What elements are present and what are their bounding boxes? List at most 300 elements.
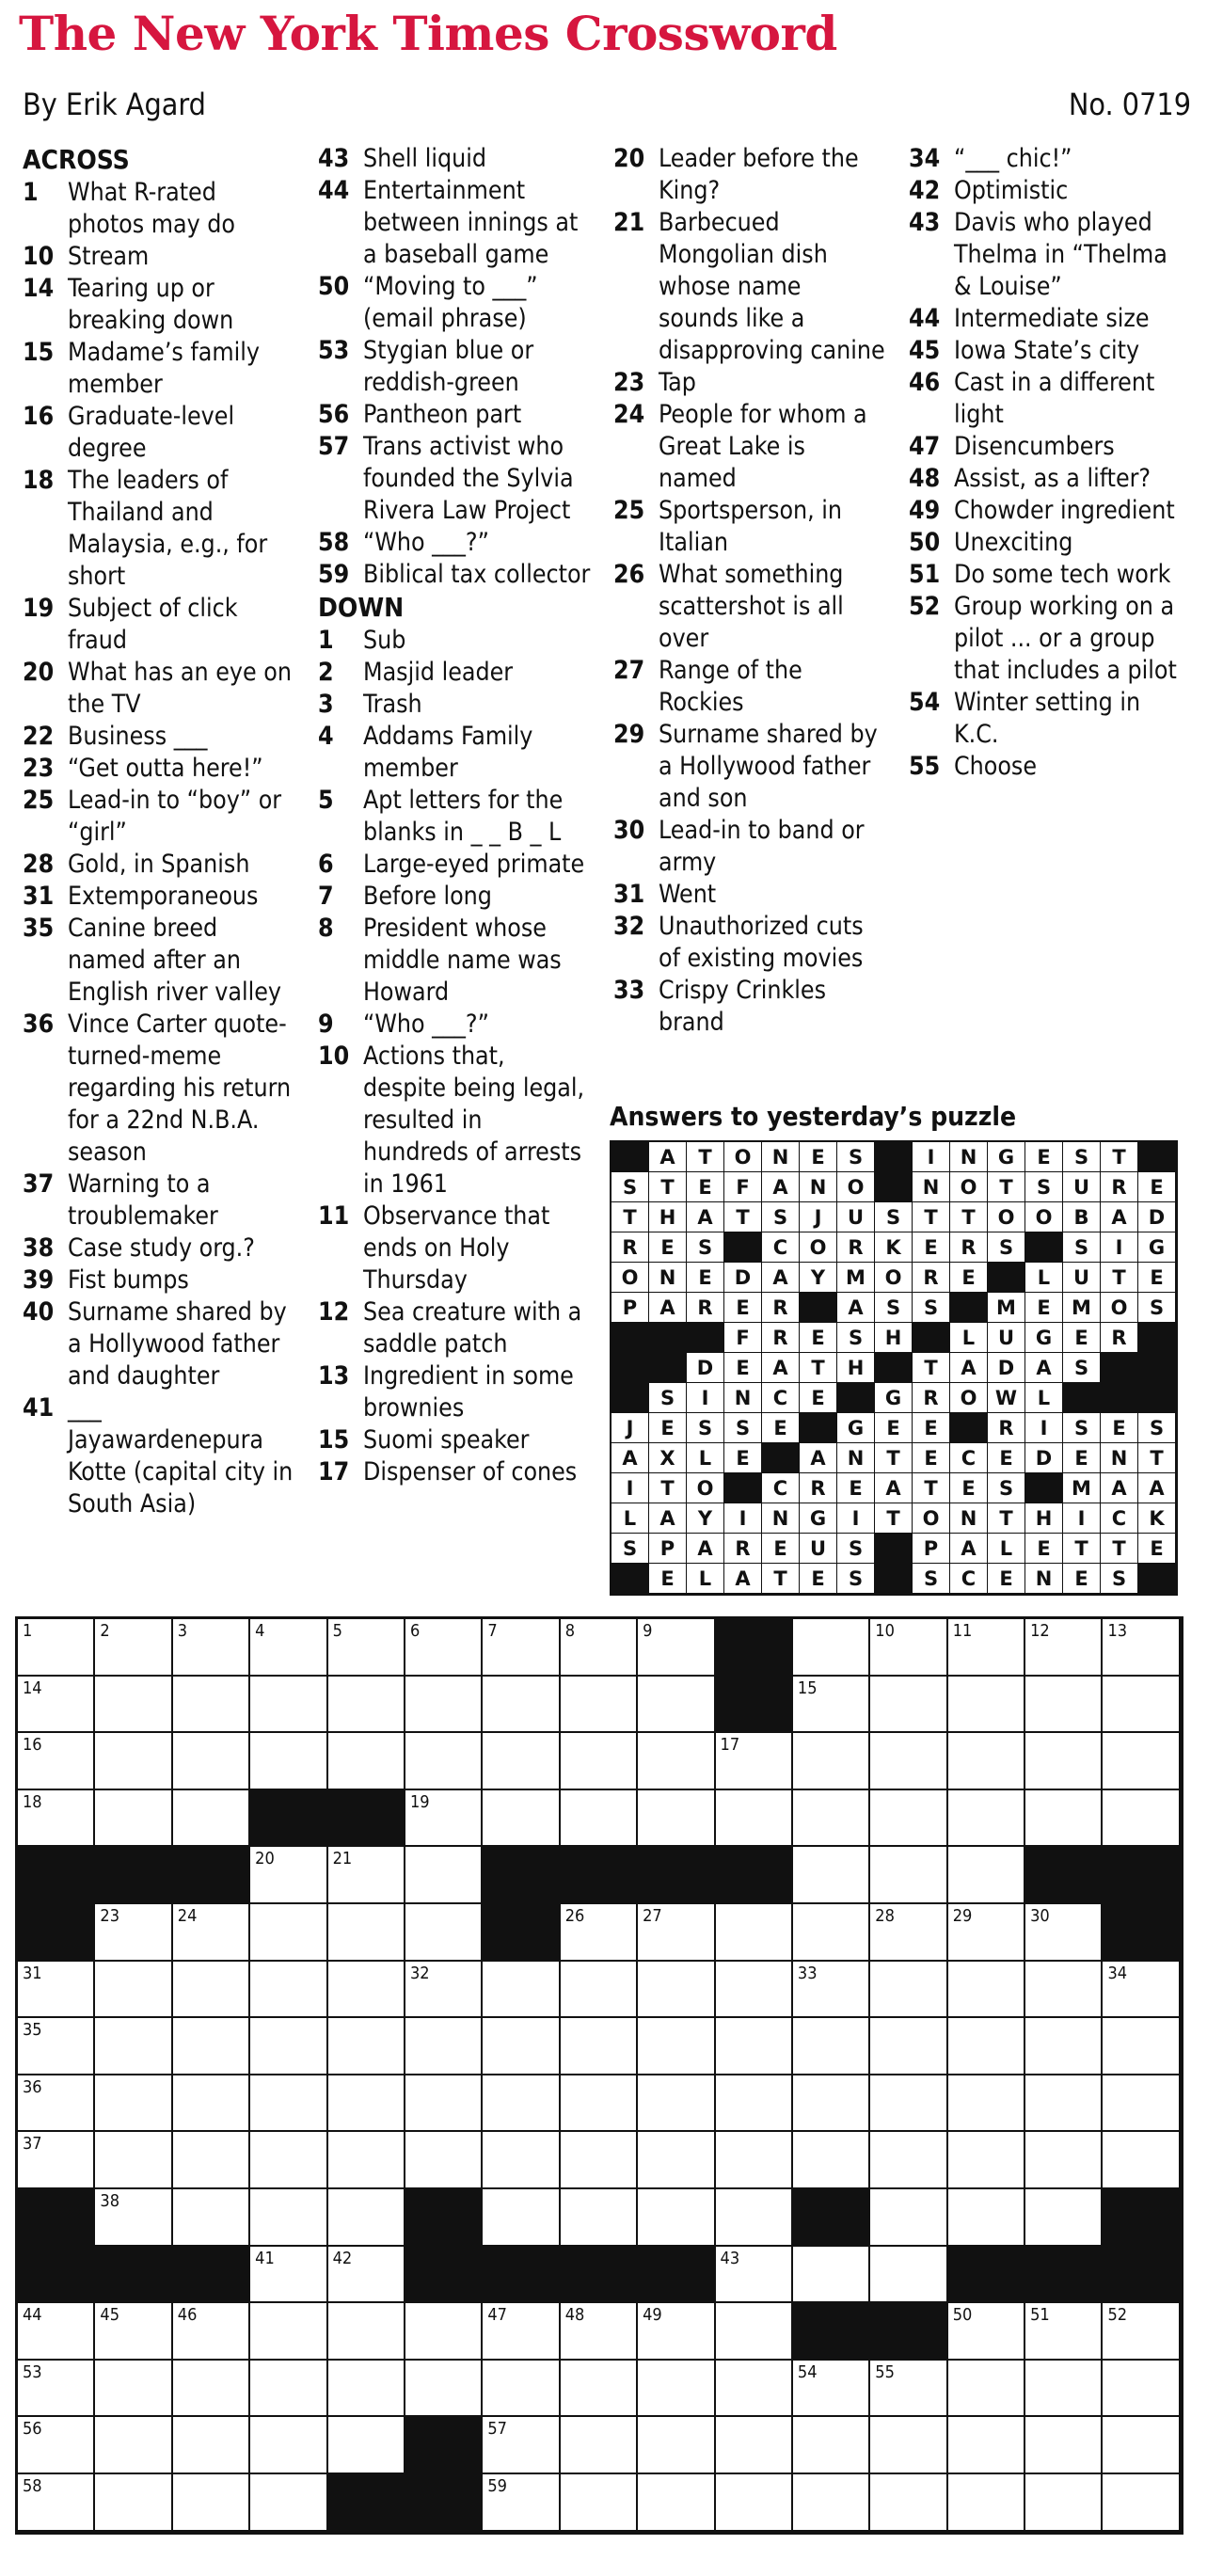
grid-cell[interactable] [328,1733,405,1790]
grid-cell[interactable] [328,2075,405,2133]
grid-cell[interactable] [173,2018,250,2075]
grid-cell[interactable] [793,1733,870,1790]
grid-cell[interactable] [328,2417,405,2474]
grid-cell[interactable] [483,2018,560,2075]
down-clue[interactable] [909,303,1191,335]
grid-cell[interactable] [18,2075,95,2133]
grid-cell[interactable] [716,1962,793,2019]
down-clue[interactable] [318,1201,591,1296]
grid-cell[interactable] [95,2132,172,2189]
down-clue[interactable] [318,1009,591,1041]
grid-cell[interactable] [638,2132,715,2189]
grid-cell[interactable] [173,1677,250,1734]
across-clue[interactable] [23,465,295,593]
down-clue[interactable] [318,881,591,913]
grid-cell[interactable] [405,2075,483,2133]
down-clue[interactable] [613,399,886,495]
grid-cell[interactable] [638,1619,715,1677]
down-clue[interactable] [318,657,591,689]
grid-cell[interactable] [1025,2303,1103,2361]
across-clue[interactable] [23,1264,295,1296]
grid-cell[interactable] [250,2075,327,2133]
grid-cell[interactable] [328,1904,405,1962]
grid-cell[interactable] [18,2361,95,2418]
black-square [1025,1847,1103,1904]
across-clue[interactable] [23,273,295,337]
down-clue[interactable] [318,785,591,849]
grid-cell[interactable] [405,1733,483,1790]
grid-cell[interactable] [328,2018,405,2075]
across-clue[interactable] [23,1392,295,1520]
across-clue[interactable] [23,1296,295,1392]
grid-cell[interactable] [250,1847,327,1904]
grid-cell[interactable] [948,2132,1025,2189]
across-clue[interactable] [23,593,295,657]
down-clue[interactable] [909,591,1191,687]
grid-cell[interactable] [95,2361,172,2418]
grid-cell[interactable] [561,1733,638,1790]
grid-cell[interactable] [793,1904,870,1962]
grid-cell[interactable] [483,2361,560,2418]
grid-cell[interactable] [948,2075,1025,2133]
down-clue[interactable] [613,719,886,815]
grid-cell[interactable] [561,2018,638,2075]
grid-cell[interactable] [1025,1904,1103,1962]
down-clue[interactable] [613,815,886,879]
grid-cell[interactable] [95,1619,172,1677]
grid-cell[interactable] [1025,1962,1103,2019]
across-clue[interactable] [23,721,295,753]
across-clue[interactable] [23,849,295,881]
grid-cell[interactable] [561,2189,638,2247]
grid-cell[interactable] [638,2075,715,2133]
grid-cell[interactable] [173,2132,250,2189]
grid-cell[interactable] [561,1962,638,2019]
grid-cell[interactable] [328,1619,405,1677]
grid-cell[interactable] [561,2303,638,2361]
down-clue[interactable] [318,689,591,721]
grid-cell[interactable] [1103,2018,1180,2075]
grid-cell[interactable] [95,2303,172,2361]
grid-cell[interactable] [870,2474,947,2532]
down-clue[interactable] [318,849,591,881]
clue-text: What something scattershot is all over [659,560,844,653]
grid-cell[interactable] [1025,2189,1103,2247]
grid-cell[interactable] [1025,1733,1103,1790]
across-clue[interactable] [318,271,591,335]
black-square [638,1847,715,1904]
grid-cell[interactable] [870,1733,947,1790]
down-clue[interactable] [909,175,1191,207]
grid-cell[interactable] [250,1619,327,1677]
down-clue[interactable] [909,431,1191,463]
clue-number: 22 [23,722,55,751]
grid-cell[interactable] [870,1847,947,1904]
grid-cell[interactable] [1103,2361,1180,2418]
across-clue[interactable] [23,785,295,849]
grid-cell[interactable] [793,2132,870,2189]
grid-cell[interactable] [250,2132,327,2189]
grid-cell[interactable] [638,1962,715,2019]
answer-cell: A [800,1443,837,1473]
grid-cell[interactable] [173,2474,250,2532]
down-clue[interactable] [318,1296,591,1360]
grid-cell[interactable] [405,2361,483,2418]
down-clue[interactable] [318,1424,591,1456]
grid-cell[interactable] [1103,2075,1180,2133]
grid-cell[interactable] [95,2189,172,2247]
grid-cell[interactable] [870,2361,947,2418]
grid-cell[interactable] [328,2303,405,2361]
grid-cell[interactable] [18,1677,95,1734]
grid-cell[interactable] [638,2361,715,2418]
grid-cell[interactable] [405,1904,483,1962]
grid-cell[interactable] [716,2018,793,2075]
black-square [948,2247,1025,2304]
grid-cell[interactable] [1025,2132,1103,2189]
grid-cell[interactable] [328,1962,405,2019]
answer-cell: E [649,1413,687,1443]
across-clue[interactable] [318,143,591,175]
across-clue[interactable] [23,753,295,785]
grid-cell[interactable] [250,1962,327,2019]
grid-cell[interactable] [870,2132,947,2189]
grid-cell[interactable] [948,1733,1025,1790]
grid-cell[interactable] [638,1904,715,1962]
across-clue[interactable] [23,1232,295,1264]
grid-cell[interactable] [405,1677,483,1734]
grid-cell[interactable] [716,2417,793,2474]
grid-cell[interactable] [638,2303,715,2361]
grid-cell[interactable] [1103,2474,1180,2532]
grid-cell[interactable] [483,2303,560,2361]
grid-cell[interactable] [870,1962,947,2019]
black-square [1103,1847,1180,1904]
grid-cell[interactable] [483,1619,560,1677]
grid-cell[interactable] [870,2018,947,2075]
grid-cell[interactable] [870,2247,947,2304]
grid-cell[interactable] [870,2075,947,2133]
grid-cell[interactable] [18,2303,95,2361]
grid-cell[interactable] [18,1733,95,1790]
grid-cell[interactable] [173,1619,250,1677]
grid-cell[interactable] [328,2361,405,2418]
grid-cell[interactable] [95,1904,172,1962]
grid-cell[interactable] [250,1733,327,1790]
grid-cell[interactable] [948,2417,1025,2474]
grid-cell[interactable] [173,2417,250,2474]
grid-cell[interactable] [948,2303,1025,2361]
grid-cell[interactable] [561,2361,638,2418]
grid-cell[interactable] [1103,1962,1180,2019]
grid-cell[interactable] [561,2132,638,2189]
down-clue[interactable] [613,911,886,975]
grid-cell[interactable] [18,1790,95,1848]
black-square [1103,1904,1180,1962]
grid-cell[interactable] [95,1962,172,2019]
grid-cell[interactable] [173,1904,250,1962]
grid-cell[interactable] [870,2417,947,2474]
grid-cell[interactable] [1103,1677,1180,1734]
grid-cell[interactable] [716,1733,793,1790]
grid-cell[interactable] [793,1619,870,1677]
grid-cell[interactable] [1103,2132,1180,2189]
grid-cell[interactable] [18,2018,95,2075]
grid-cell[interactable] [1103,1733,1180,1790]
grid-cell[interactable] [793,1962,870,2019]
grid-cell[interactable] [948,2018,1025,2075]
grid-cell[interactable] [793,2361,870,2418]
grid-cell[interactable] [716,1790,793,1848]
grid-cell[interactable] [793,1790,870,1848]
down-clue[interactable] [909,463,1191,495]
grid-cell[interactable] [561,1904,638,1962]
grid-cell[interactable] [405,1962,483,2019]
grid-cell[interactable] [1025,1677,1103,1734]
down-clue[interactable] [613,495,886,559]
grid-cell[interactable] [483,2132,560,2189]
grid-cell[interactable] [716,2075,793,2133]
down-clue[interactable] [318,1456,591,1488]
grid-cell[interactable] [561,2075,638,2133]
grid-cell[interactable] [95,2417,172,2474]
crossword-grid[interactable] [15,1616,1183,2535]
grid-cell[interactable] [173,1962,250,2019]
down-clue[interactable] [318,721,591,785]
grid-cell[interactable] [405,2132,483,2189]
down-clue[interactable] [613,655,886,719]
grid-cell[interactable] [1025,2361,1103,2418]
grid-cell[interactable] [95,2075,172,2133]
grid-cell[interactable] [948,2361,1025,2418]
grid-cell[interactable] [173,2075,250,2133]
grid-cell[interactable] [1025,2075,1103,2133]
grid-cell[interactable] [250,2247,327,2304]
grid-cell[interactable] [95,1677,172,1734]
across-clue[interactable] [23,1169,295,1232]
grid-cell[interactable] [948,1962,1025,2019]
grid-cell[interactable] [328,2247,405,2304]
down-clue[interactable] [909,367,1191,431]
grid-cell[interactable] [95,2018,172,2075]
grid-cell[interactable] [1025,2474,1103,2532]
down-clue[interactable] [909,527,1191,559]
grid-cell[interactable] [948,1677,1025,1734]
answer-cell: U [800,1534,837,1564]
grid-cell[interactable] [561,1677,638,1734]
grid-cell[interactable] [405,1847,483,1904]
grid-cell[interactable] [716,2474,793,2532]
grid-cell[interactable] [483,1790,560,1848]
across-clue[interactable] [23,241,295,273]
grid-cell[interactable] [1103,2417,1180,2474]
grid-cell[interactable] [405,2303,483,2361]
down-clue[interactable] [909,495,1191,527]
down-clue[interactable] [909,687,1191,751]
across-clue[interactable] [318,431,591,527]
grid-cell[interactable] [250,2474,327,2532]
grid-cell[interactable] [716,2247,793,2304]
down-clue[interactable] [613,975,886,1039]
answer-cell: A [1138,1473,1176,1503]
grid-cell[interactable] [95,1733,172,1790]
grid-cell[interactable] [561,1619,638,1677]
grid-cell[interactable] [1103,2303,1180,2361]
grid-cell[interactable] [948,2189,1025,2247]
grid-cell[interactable] [173,2303,250,2361]
grid-cell[interactable] [870,2189,947,2247]
grid-cell[interactable] [948,1790,1025,1848]
grid-cell[interactable] [716,2303,793,2361]
grid-cell[interactable] [638,1790,715,1848]
answer-cell: K [875,1232,913,1263]
grid-cell[interactable] [405,1790,483,1848]
grid-cell[interactable] [638,2189,715,2247]
grid-cell[interactable] [250,1904,327,1962]
grid-cell[interactable] [638,2018,715,2075]
down-clue[interactable] [909,207,1191,303]
grid-cell[interactable] [948,1904,1025,1962]
grid-cell[interactable] [250,2361,327,2418]
grid-cell[interactable] [483,2417,560,2474]
grid-cell[interactable] [638,2417,715,2474]
answer-cell: G [1138,1232,1176,1263]
down-clue[interactable] [909,751,1191,783]
clue-text: Choose [954,752,1038,781]
down-clue[interactable] [613,879,886,911]
down-clue[interactable] [318,625,591,657]
grid-cell[interactable] [328,2189,405,2247]
grid-cell[interactable] [405,2018,483,2075]
across-clue[interactable] [318,527,591,559]
down-clue[interactable] [909,559,1191,591]
answer-cell: R [612,1232,649,1263]
grid-cell[interactable] [793,2417,870,2474]
grid-cell[interactable] [18,1619,95,1677]
down-clue[interactable] [613,367,886,399]
grid-cell[interactable] [716,2361,793,2418]
down-clue[interactable] [613,207,886,367]
across-clue[interactable] [23,401,295,465]
grid-cell[interactable] [1025,1619,1103,1677]
grid-cell[interactable] [250,1677,327,1734]
grid-cell[interactable] [561,2474,638,2532]
across-clue[interactable] [23,913,295,1009]
grid-cell[interactable] [250,2018,327,2075]
black-square [328,1790,405,1848]
grid-cell[interactable] [870,1790,947,1848]
grid-cell[interactable] [793,2018,870,2075]
grid-cell[interactable] [173,2189,250,2247]
grid-cell[interactable] [793,1847,870,1904]
down-clue[interactable] [318,1360,591,1424]
black-square [483,1847,560,1904]
across-clue[interactable] [23,337,295,401]
grid-cell[interactable] [638,2474,715,2532]
grid-cell[interactable] [870,1904,947,1962]
across-clue[interactable] [23,177,295,241]
grid-cell[interactable] [250,2417,327,2474]
grid-cell[interactable] [250,2303,327,2361]
cell-number: 15 [797,1678,818,1698]
grid-cell[interactable] [716,1904,793,1962]
grid-cell[interactable] [483,1677,560,1734]
grid-cell[interactable] [1025,2417,1103,2474]
grid-cell[interactable] [870,1619,947,1677]
answer-cell: O [612,1263,649,1293]
grid-cell[interactable] [328,1847,405,1904]
grid-cell[interactable] [870,1677,947,1734]
grid-cell[interactable] [405,1619,483,1677]
grid-cell[interactable] [716,2132,793,2189]
grid-cell[interactable] [328,2132,405,2189]
across-clue[interactable] [318,399,591,431]
grid-cell[interactable] [793,2075,870,2133]
clue-number: 13 [318,1361,350,1391]
grid-cell[interactable] [95,1790,172,1848]
grid-cell[interactable] [18,1962,95,2019]
grid-cell[interactable] [173,1790,250,1848]
grid-cell[interactable] [948,1619,1025,1677]
grid-cell[interactable] [793,2474,870,2532]
black-square [1101,1353,1138,1383]
down-clue[interactable] [613,559,886,655]
grid-cell[interactable] [483,2189,560,2247]
grid-cell[interactable] [716,2189,793,2247]
grid-cell[interactable] [18,2474,95,2532]
across-clue[interactable] [23,657,295,721]
across-clue[interactable] [318,175,591,271]
grid-cell[interactable] [1103,1790,1180,1848]
grid-cell[interactable] [18,2132,95,2189]
across-clue[interactable] [318,335,591,399]
grid-cell[interactable] [948,2474,1025,2532]
cell-number: 49 [643,2305,662,2326]
grid-cell[interactable] [173,2361,250,2418]
across-clue[interactable] [23,881,295,913]
grid-cell[interactable] [483,2075,560,2133]
down-clue[interactable] [318,1041,591,1201]
grid-cell[interactable] [18,2417,95,2474]
grid-cell[interactable] [1025,1790,1103,1848]
down-clue[interactable] [318,913,591,1009]
clue-text: Sea creature with a saddle patch [363,1297,582,1359]
down-clue[interactable] [909,143,1191,175]
across-clue[interactable] [318,559,591,591]
grid-cell[interactable] [483,2474,560,2532]
grid-cell[interactable] [561,1790,638,1848]
grid-cell[interactable] [638,1733,715,1790]
down-clue[interactable] [909,335,1191,367]
grid-cell[interactable] [793,1677,870,1734]
across-clue[interactable] [23,1009,295,1169]
grid-cell[interactable] [328,1677,405,1734]
grid-cell[interactable] [95,2474,172,2532]
grid-cell[interactable] [483,1962,560,2019]
grid-cell[interactable] [793,2247,870,2304]
grid-cell[interactable] [1025,2018,1103,2075]
grid-cell[interactable] [638,1677,715,1734]
grid-cell[interactable] [483,1733,560,1790]
grid-cell[interactable] [561,2417,638,2474]
grid-cell[interactable] [250,2189,327,2247]
black-square [724,1232,762,1263]
down-clue[interactable] [613,143,886,207]
grid-cell[interactable] [173,1733,250,1790]
grid-cell[interactable] [1103,1619,1180,1677]
cell-number: 16 [23,1735,42,1756]
grid-cell[interactable] [948,1847,1025,1904]
